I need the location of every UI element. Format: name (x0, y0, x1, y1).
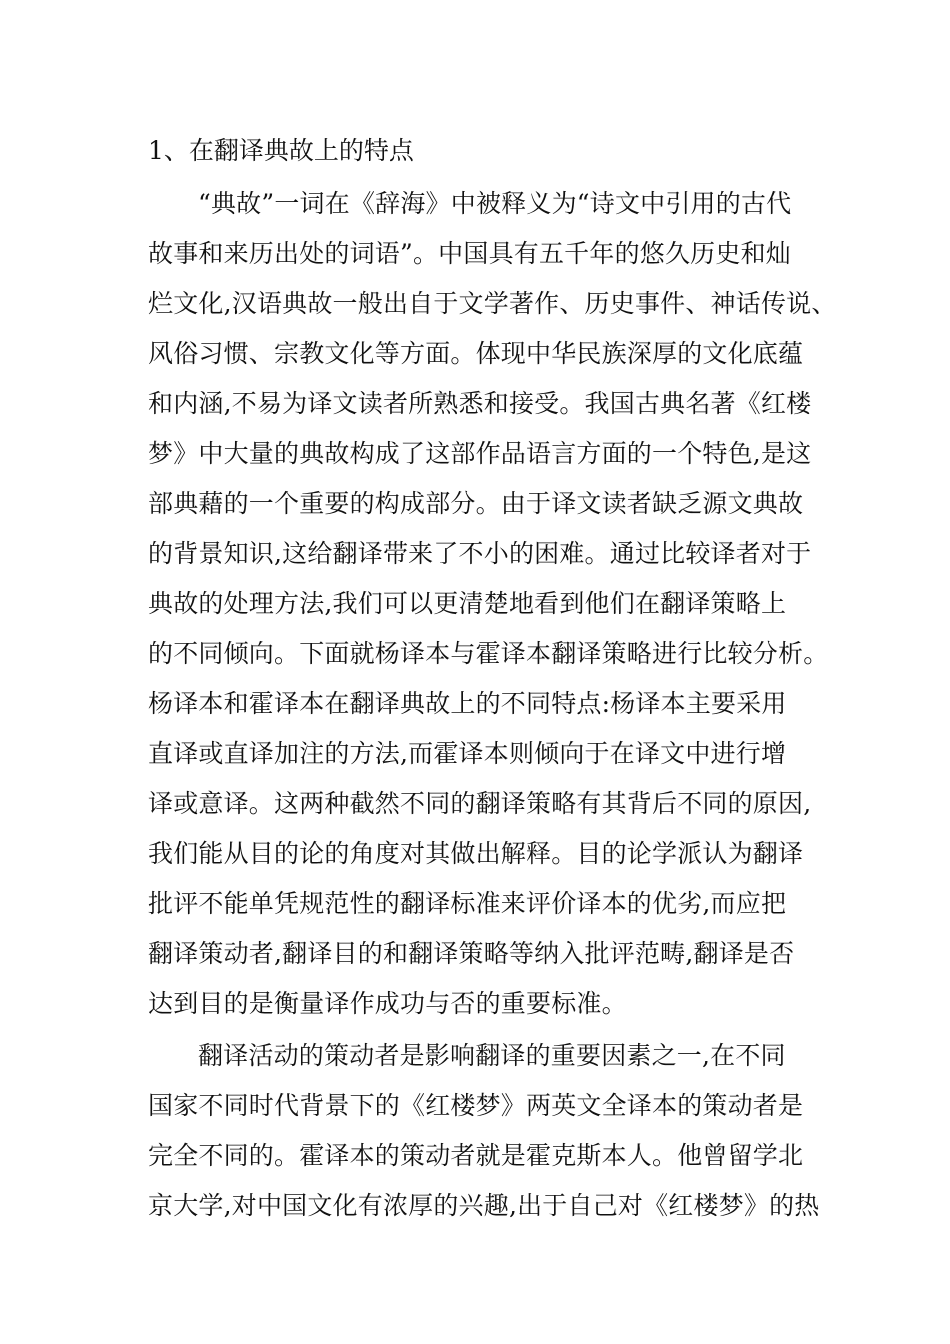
paragraph-2-line-3: 完全不同的。霍译本的策动者就是霍克斯本人。他曾留学北 (148, 1141, 804, 1170)
paragraph-1-line-17: 达到目的是衡量译作成功与否的重要标准。 (148, 989, 627, 1018)
section-heading: 1、在翻译典故上的特点 (148, 136, 414, 165)
paragraph-1-line-8: 的背景知识,这给翻译带来了不小的困难。通过比较译者对于 (148, 539, 812, 568)
paragraph-1-line-16: 翻译策动者,翻译目的和翻译策略等纳入批评范畴,翻译是否 (148, 939, 795, 968)
paragraph-1-line-13: 译或意译。这两种截然不同的翻译策略有其背后不同的原因, (148, 789, 812, 818)
paragraph-1-line-9: 典故的处理方法,我们可以更清楚地看到他们在翻译策略上 (148, 589, 787, 618)
paragraph-1-line-4: 风俗习惯、宗教文化等方面。体现中华民族深厚的文化底蕴 (148, 339, 804, 368)
paragraph-2-line-2: 国家不同时代背景下的《红楼梦》两英文全译本的策动者是 (148, 1091, 804, 1120)
paragraph-1-line-11: 杨译本和霍译本在翻译典故上的不同特点:杨译本主要采用 (148, 689, 787, 718)
paragraph-1-line-1: “典故”一词在《辞海》中被释义为“诗文中引用的古代 (198, 189, 792, 218)
paragraph-1-line-5: 和内涵,不易为译文读者所熟悉和接受。我国古典名著《红楼 (148, 389, 812, 418)
paragraph-1-line-6: 梦》中大量的典故构成了这部作品语言方面的一个特色,是这 (148, 439, 812, 468)
paragraph-1-line-7: 部典藉的一个重要的构成部分。由于译文读者缺乏源文典故 (148, 489, 804, 518)
paragraph-1-line-12: 直译或直译加注的方法,而霍译本则倾向于在译文中进行增 (148, 739, 787, 768)
paragraph-1-line-14: 我们能从目的论的角度对其做出解释。目的论学派认为翻译 (148, 839, 804, 868)
paragraph-1-line-3: 烂文化,汉语典故一般出自于文学著作、历史事件、神话传说、 (148, 289, 837, 318)
paragraph-2-line-4: 京大学,对中国文化有浓厚的兴趣,出于自己对《红楼梦》的热 (148, 1191, 820, 1220)
paragraph-1-line-10: 的不同倾向。下面就杨译本与霍译本翻译策略进行比较分析。 (148, 639, 829, 668)
paragraph-2-line-1: 翻译活动的策动者是影响翻译的重要因素之一,在不同 (198, 1041, 786, 1070)
paragraph-1-line-2: 故事和来历出处的词语”。中国具有五千年的悠久历史和灿 (148, 239, 791, 268)
paragraph-1-line-15: 批评不能单凭规范性的翻译标准来评价译本的优劣,而应把 (148, 889, 787, 918)
